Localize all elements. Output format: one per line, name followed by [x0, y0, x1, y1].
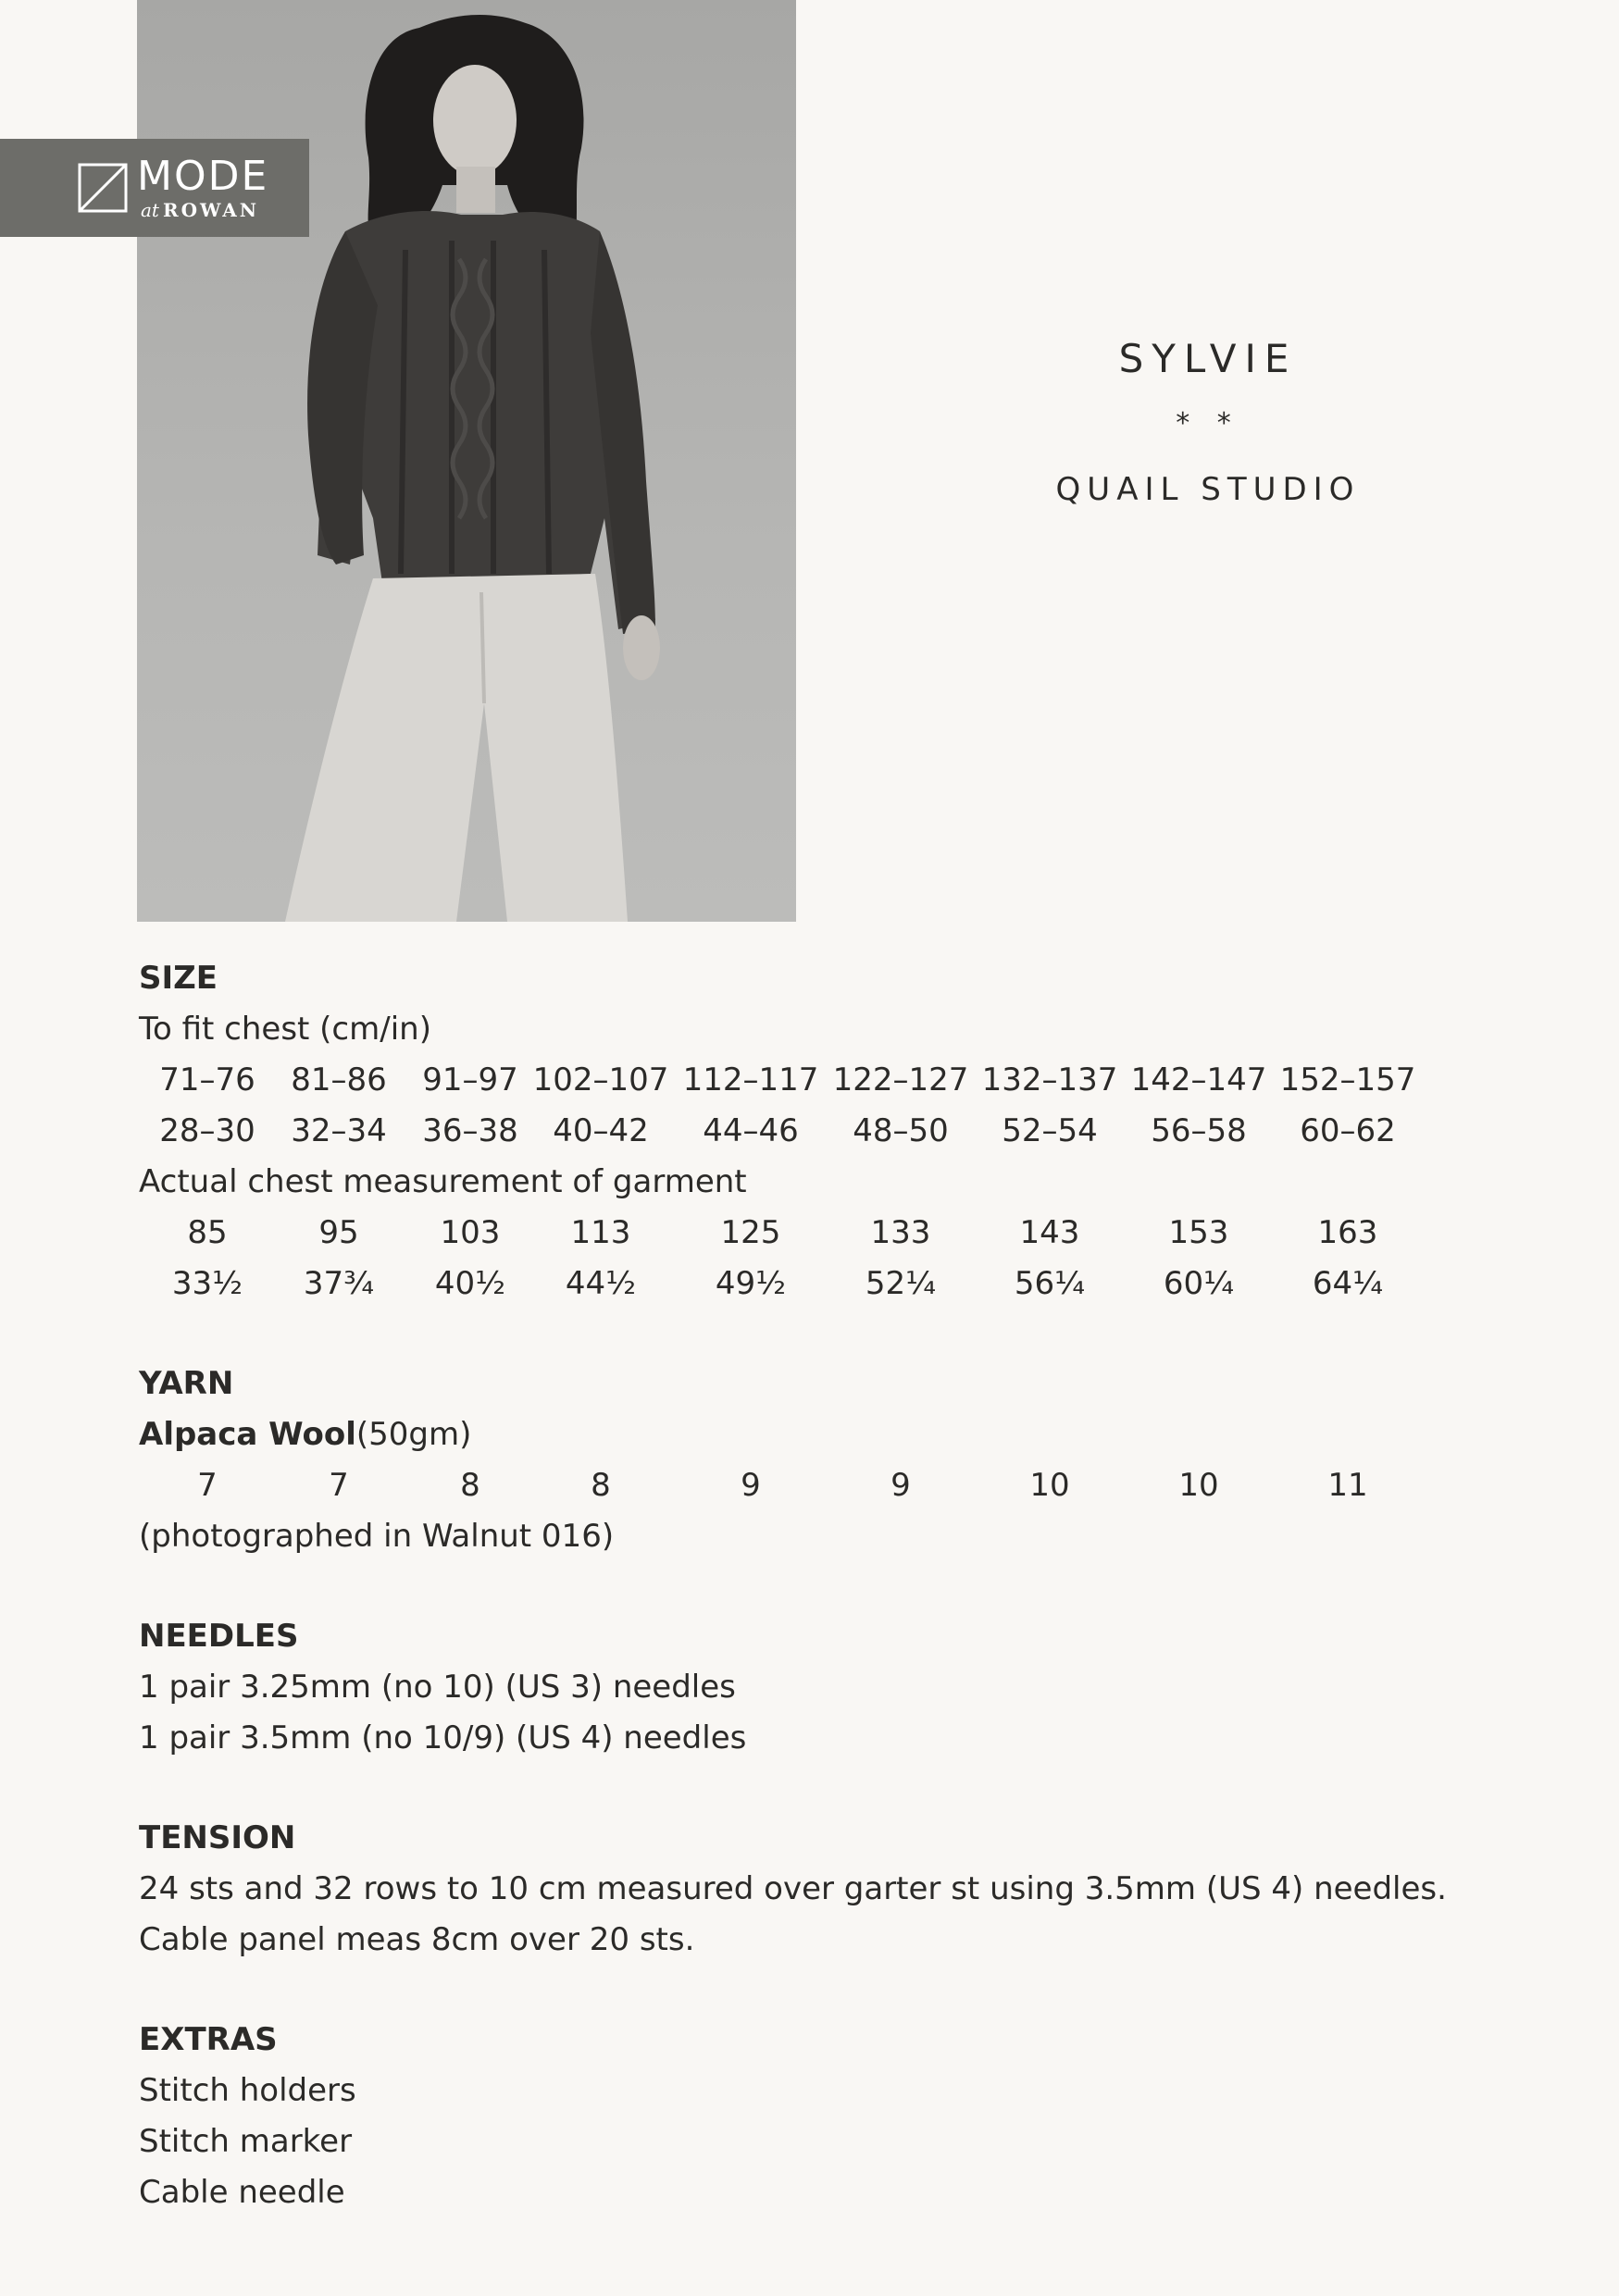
pattern-details	[139, 953, 1481, 2218]
size-column-value: 36–38	[422, 1112, 518, 1149]
size-column-value: 163	[1317, 1214, 1378, 1251]
fit-label: To fit chest (cm/in)	[139, 1011, 431, 1048]
fit-cm-row	[139, 1055, 1481, 1106]
size-column-value: 10	[1029, 1467, 1070, 1504]
yarn-note: (photographed in Walnut 016)	[139, 1518, 615, 1555]
size-column-value: 56–58	[1151, 1112, 1247, 1149]
size-column-value: 33½	[171, 1265, 243, 1302]
size-column-value: 153	[1168, 1214, 1229, 1251]
size-column-value: 40½	[434, 1265, 506, 1302]
size-column-value: 142–147	[1130, 1061, 1267, 1098]
size-column-value: 91–97	[422, 1061, 518, 1098]
yarn-line	[139, 1409, 1481, 1460]
tension-line: 24 sts and 32 rows to 10 cm measured over garter st using 3.5mm (US 4) needles.	[139, 1870, 1447, 1907]
actual-label: Actual chest measurement of garment	[139, 1163, 747, 1200]
size-column-value: 102–107	[532, 1061, 669, 1098]
size-column-value: 103	[440, 1214, 501, 1251]
size-column-value: 143	[1019, 1214, 1080, 1251]
size-column-value: 11	[1327, 1467, 1368, 1504]
size-heading: SIZE	[139, 960, 218, 997]
size-column-value: 132–137	[981, 1061, 1118, 1098]
size-column-value: 10	[1178, 1467, 1219, 1504]
actual-in-row	[139, 1259, 1481, 1309]
size-column-value: 133	[870, 1214, 931, 1251]
size-column-value: 52¼	[865, 1265, 937, 1302]
size-column-value: 152–157	[1279, 1061, 1416, 1098]
logo-mode-text: MODE	[137, 153, 269, 200]
size-column-value: 44½	[565, 1265, 637, 1302]
size-column-value: 64¼	[1312, 1265, 1384, 1302]
logo-sub-text: at ROWAN	[141, 199, 259, 221]
yarn-name: Alpaca Wool	[139, 1416, 356, 1453]
yarn-heading: YARN	[139, 1365, 234, 1402]
size-column-value: 32–34	[291, 1112, 387, 1149]
brand-logo	[0, 139, 309, 237]
yarn-weight: (50gm)	[355, 1416, 472, 1453]
size-column-value: 9	[741, 1467, 761, 1504]
size-column-value: 48–50	[853, 1112, 949, 1149]
size-column-value: 60¼	[1163, 1265, 1235, 1302]
size-column-value: 56¼	[1014, 1265, 1086, 1302]
needles-heading: NEEDLES	[139, 1618, 299, 1655]
logo-mark-icon	[78, 163, 128, 213]
tension-heading: TENSION	[139, 1819, 296, 1856]
size-column-value: 122–127	[832, 1061, 969, 1098]
title-block	[1018, 333, 1398, 513]
designer-name: QUAIL STUDIO	[1055, 471, 1361, 508]
size-column-value: 71–76	[159, 1061, 255, 1098]
actual-cm-row	[139, 1208, 1481, 1259]
size-column-value: 49½	[715, 1265, 787, 1302]
fit-in-row	[139, 1106, 1481, 1157]
size-column-value: 9	[890, 1467, 911, 1504]
size-column-value: 37¾	[303, 1265, 375, 1302]
size-column-value: 112–117	[682, 1061, 819, 1098]
size-column-value: 7	[197, 1467, 218, 1504]
size-column-value: 8	[591, 1467, 611, 1504]
size-column-value: 81–86	[291, 1061, 387, 1098]
needle-item: 1 pair 3.25mm (no 10) (US 3) needles	[139, 1669, 736, 1706]
needle-item: 1 pair 3.5mm (no 10/9) (US 4) needles	[139, 1719, 747, 1756]
size-column-value: 40–42	[553, 1112, 649, 1149]
tension-line: Cable panel meas 8cm over 20 sts.	[139, 1921, 695, 1958]
extras-item: Stitch holders	[139, 2072, 356, 2109]
size-column-value: 60–62	[1300, 1112, 1396, 1149]
size-column-value: 85	[187, 1214, 228, 1251]
size-column-value: 7	[329, 1467, 349, 1504]
difficulty-rating: * *	[1176, 407, 1240, 440]
size-column-value: 8	[460, 1467, 480, 1504]
extras-heading: EXTRAS	[139, 2021, 278, 2058]
extras-item: Stitch marker	[139, 2123, 353, 2160]
yarn-quantity-row	[139, 1460, 1481, 1511]
size-column-value: 28–30	[159, 1112, 255, 1149]
size-column-value: 95	[318, 1214, 359, 1251]
size-column-value: 44–46	[703, 1112, 799, 1149]
extras-item: Cable needle	[139, 2174, 345, 2211]
size-column-value: 52–54	[1002, 1112, 1098, 1149]
pattern-title: SYLVIE	[1118, 336, 1298, 381]
size-column-value: 125	[720, 1214, 781, 1251]
size-column-value: 113	[570, 1214, 631, 1251]
